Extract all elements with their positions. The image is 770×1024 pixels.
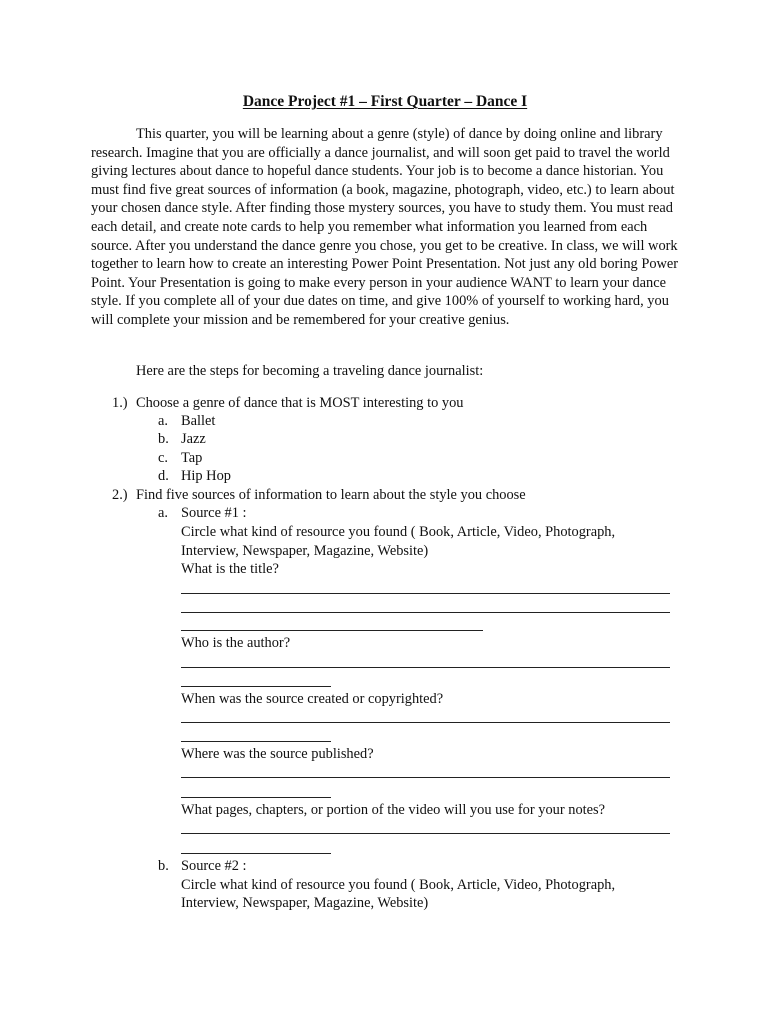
published-answer-line[interactable]	[181, 797, 331, 798]
author-answer-line[interactable]	[181, 686, 331, 687]
source-letter: a.	[158, 505, 168, 521]
created-answer-line[interactable]	[181, 741, 331, 742]
source-2-heading: Source #2 :	[181, 858, 247, 874]
option-jazz: Jazz	[181, 431, 206, 447]
step-1-text: Choose a genre of dance that is MOST interesting to you	[136, 395, 464, 411]
source-letter: b.	[158, 858, 169, 874]
option-ballet: Ballet	[181, 413, 216, 429]
step-1-number: 1.)	[112, 395, 128, 411]
option-letter: c.	[158, 450, 168, 466]
source-1-author-question: Who is the author?	[181, 635, 291, 651]
author-answer-line[interactable]	[181, 667, 670, 668]
source-2-circle-options: Interview, Newspaper, Magazine, Website)	[181, 895, 429, 911]
published-answer-line[interactable]	[181, 777, 670, 778]
source-1-circle-instruction: Circle what kind of resource you found ( Book, Article, Video, Photograph,	[181, 524, 616, 540]
source-1-published-question: Where was the source published?	[181, 746, 374, 762]
source-1-circle-options: Interview, Newspaper, Magazine, Website)	[181, 543, 429, 559]
source-1-title-question: What is the title?	[181, 561, 279, 577]
source-1-created-question: When was the source created or copyrighted?	[181, 691, 444, 707]
created-answer-line[interactable]	[181, 722, 670, 723]
option-letter: a.	[158, 413, 168, 429]
pages-answer-line[interactable]	[181, 833, 670, 834]
option-hip-hop: Hip Hop	[181, 468, 231, 484]
intro-paragraph: This quarter, you will be learning about a genre (style) of dance by doing online and library research. Imagine that you are officially a dance journalist, and will soon get paid to travel the world giving lectures about dance to hopeful dance students. Your job is to become a dance historian. You must find five great sources of information (a book, magazine, photograph, video, etc.) to learn about your chosen dance style. After finding those mystery sources, you have to study them. You must read each detail, and create note cards to help you remember what information you learned from each source. After you understand the dance genre you chose, you get to be creative. In class, we will work together to learn how to create an interesting Power Point Presentation. Not just any old boring Power Point. Your Presentation is going to make every person in your audience WANT to learn your dance style. If you complete all of your due dates on time, and give 100% of yourself to working hard, you will complete your mission and be remembered for your creative genius.	[91, 126, 679, 328]
step-2-text: Find five sources of information to learn about the style you choose	[136, 487, 526, 503]
title-answer-line[interactable]	[181, 630, 483, 631]
pages-answer-line[interactable]	[181, 853, 331, 854]
source-1-pages-question: What pages, chapters, or portion of the video will you use for your notes?	[181, 802, 606, 818]
title-answer-line[interactable]	[181, 612, 670, 613]
source-2-circle-instruction: Circle what kind of resource you found ( Book, Article, Video, Photograph,	[181, 877, 616, 893]
page-title: Dance Project #1 – First Quarter – Dance I	[242, 93, 528, 110]
steps-intro: Here are the steps for becoming a traveling dance journalist:	[136, 363, 484, 379]
step-2-number: 2.)	[112, 487, 128, 503]
source-1-heading: Source #1 :	[181, 505, 247, 521]
option-letter: d.	[158, 468, 169, 484]
option-letter: b.	[158, 431, 169, 447]
option-tap: Tap	[181, 450, 203, 466]
title-answer-line[interactable]	[181, 593, 670, 594]
